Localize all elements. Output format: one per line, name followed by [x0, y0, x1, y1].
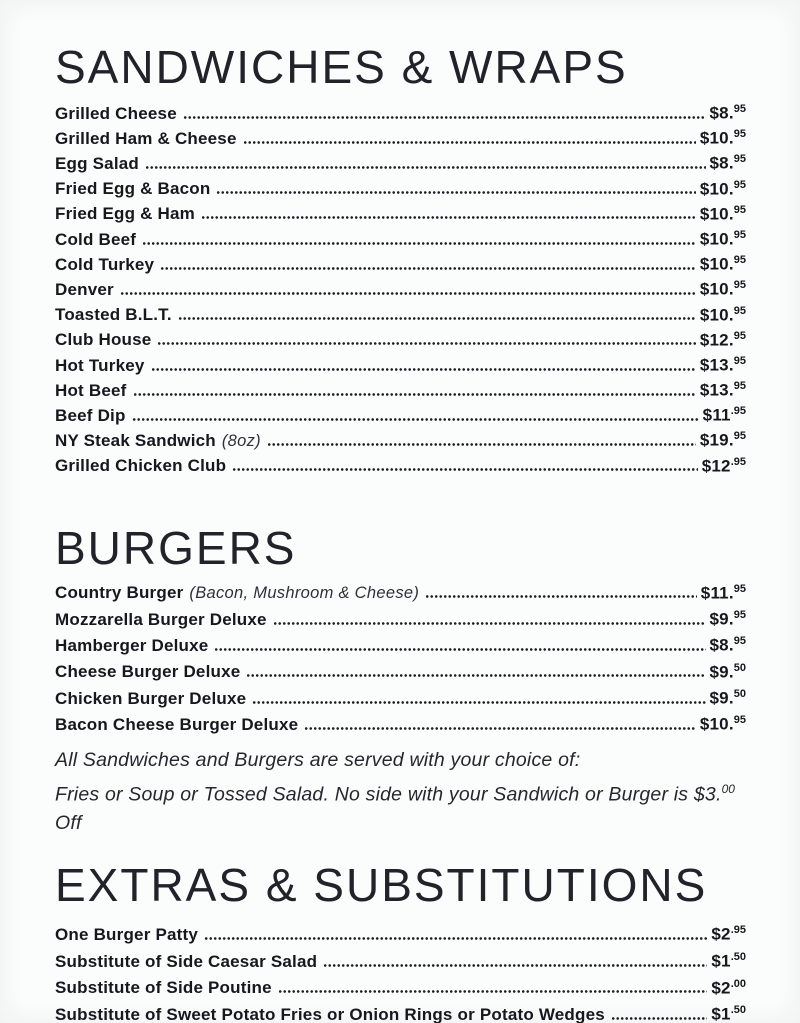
- item-name: Denver: [55, 279, 114, 299]
- price-cents: .95: [730, 405, 746, 418]
- price-dollars: $1: [711, 1005, 731, 1023]
- dotted-leader: [151, 368, 696, 371]
- item-name: Hot Turkey: [55, 355, 145, 375]
- section-title-burgers: BURGERS: [55, 521, 297, 574]
- item-price: [711, 997, 746, 1023]
- price-dollars: $10.: [699, 229, 734, 249]
- dotted-leader: [183, 116, 706, 119]
- item-detail: (Bacon, Mushroom & Cheese): [189, 584, 420, 603]
- menu-item-row: [55, 299, 746, 324]
- price-dollars: $12: [701, 456, 731, 476]
- dotted-leader: [252, 701, 705, 704]
- menu-item-row: [55, 917, 746, 944]
- price-dollars: $13.: [699, 355, 734, 375]
- price-cents: 95: [733, 582, 746, 595]
- sides-note-cents: 00: [721, 781, 735, 796]
- dotted-leader: [160, 267, 696, 270]
- dotted-leader: [157, 342, 695, 345]
- menu-item-row: [55, 450, 746, 475]
- price-cents: 95: [733, 128, 746, 141]
- menu-item-row: [55, 273, 746, 298]
- menu-item-row: [55, 349, 746, 374]
- dotted-leader: [243, 141, 696, 144]
- price-dollars: $10.: [699, 254, 734, 274]
- item-name: NY Steak Sandwich: [55, 431, 216, 451]
- price-cents: .50: [730, 950, 746, 963]
- menu-item-row: [55, 971, 746, 998]
- price-cents: 95: [733, 178, 746, 191]
- price-dollars: $13.: [699, 380, 734, 400]
- price-dollars: $10.: [699, 714, 734, 734]
- dotted-leader: [304, 727, 696, 730]
- price-dollars: $11: [702, 405, 731, 425]
- price-cents: 95: [733, 380, 746, 393]
- item-name: Fried Egg & Ham: [55, 204, 195, 224]
- sides-note-line2-end: Off: [55, 812, 82, 835]
- item-name: Hamberger Deluxe: [55, 636, 209, 656]
- item-name: Cheese Burger Deluxe: [55, 662, 241, 682]
- menu-item-row: [55, 324, 746, 349]
- price-cents: 95: [733, 103, 746, 115]
- price-cents: 50: [733, 661, 746, 674]
- menu-item-row: [55, 628, 746, 654]
- dotted-leader: [214, 648, 705, 651]
- price-cents: 95: [733, 714, 746, 727]
- dotted-leader: [323, 964, 707, 967]
- dotted-leader: [246, 674, 705, 677]
- price-dollars: $12.: [699, 330, 734, 350]
- price-cents: 95: [733, 609, 746, 622]
- item-name: Grilled Cheese: [55, 103, 177, 123]
- item-name: Hot Beef: [55, 380, 127, 400]
- dotted-leader: [133, 393, 696, 396]
- price-cents: 95: [733, 279, 746, 292]
- menu-item-row: [55, 399, 746, 424]
- item-name: Country Burger: [55, 583, 184, 603]
- dotted-leader: [204, 937, 707, 940]
- price-cents: 95: [733, 228, 746, 241]
- item-name: Club House: [55, 330, 152, 350]
- item-name: Cold Beef: [55, 229, 137, 249]
- dotted-leader: [145, 166, 706, 169]
- price-dollars: $2: [711, 978, 731, 998]
- menu-item-row: [55, 374, 746, 399]
- item-name: Toasted B.L.T.: [55, 305, 172, 325]
- item-name: Grilled Ham & Cheese: [55, 128, 237, 148]
- item-name: Chicken Burger Deluxe: [55, 688, 247, 708]
- price-cents: 95: [733, 153, 746, 166]
- menu-item-row: [55, 223, 746, 248]
- price-cents: 95: [733, 354, 746, 367]
- dotted-leader: [278, 990, 708, 993]
- price-cents: 50: [733, 688, 746, 700]
- item-name: Beef Dip: [55, 405, 126, 425]
- price-cents: .00: [730, 977, 746, 990]
- burgers-list: [55, 576, 746, 734]
- item-name: One Burger Patty: [55, 924, 199, 944]
- price-dollars: $11.: [700, 583, 734, 603]
- sides-note-line2: Fries or Soup or Tossed Salad. No side with your Sandwich or Burger is $3.: [55, 783, 722, 806]
- menu-item-row: [55, 997, 746, 1023]
- price-dollars: $9.: [709, 688, 734, 708]
- price-cents: .50: [730, 1004, 746, 1017]
- item-name: Egg Salad: [55, 154, 139, 174]
- dotted-leader: [216, 191, 695, 194]
- section-title-extras-substitutions: EXTRAS & SUBSTITUTIONS: [55, 859, 708, 912]
- price-dollars: $9.: [709, 662, 734, 682]
- item-name: Cold Turkey: [55, 254, 155, 274]
- price-dollars: $10.: [699, 305, 734, 325]
- price-dollars: $10.: [699, 179, 734, 199]
- menu-item-row: [55, 122, 746, 147]
- price-dollars: $10.: [699, 279, 734, 299]
- menu-item-row: [55, 198, 746, 223]
- price-cents: .95: [730, 455, 746, 468]
- menu-item-row: [55, 147, 746, 172]
- item-price: [702, 450, 746, 479]
- price-cents: .95: [730, 924, 746, 937]
- sides-note: [55, 746, 746, 839]
- price-cents: 95: [733, 635, 746, 648]
- extras-substitutions-list: [55, 917, 746, 1023]
- dotted-leader: [120, 292, 696, 295]
- dotted-leader: [132, 418, 699, 421]
- dotted-leader: [201, 216, 696, 219]
- price-dollars: $1: [711, 951, 731, 971]
- price-dollars: $19.: [699, 431, 734, 451]
- price-cents: 95: [733, 329, 746, 342]
- menu-item-row: [55, 944, 746, 971]
- item-name: Grilled Chicken Club: [55, 456, 227, 476]
- price-cents: 95: [733, 203, 746, 216]
- menu-item-row: [55, 248, 746, 273]
- price-cents: 95: [733, 430, 746, 443]
- price-dollars: $10.: [699, 204, 734, 224]
- price-dollars: $10.: [699, 128, 734, 148]
- price-dollars: $9.: [709, 609, 734, 629]
- dotted-leader: [273, 622, 706, 625]
- item-detail: (8oz): [221, 432, 261, 451]
- item-name: Substitute of Sweet Potato Fries or Onion Rings or Potato Wedges: [55, 1005, 605, 1023]
- dotted-leader: [425, 595, 697, 598]
- menu-item-row: [55, 173, 746, 198]
- section-title-sandwiches-wraps: SANDWICHES & WRAPS: [55, 41, 628, 93]
- menu-item-row: [55, 97, 746, 122]
- item-name: Substitute of Side Poutine: [55, 978, 272, 998]
- menu-item-row: [55, 681, 746, 707]
- menu-item-row: [55, 655, 746, 681]
- menu-item-row: [55, 707, 746, 733]
- dotted-leader: [232, 468, 698, 471]
- sides-note-line1: All Sandwiches and Burgers are served with your choice of:: [55, 748, 581, 771]
- price-cents: 95: [733, 254, 746, 267]
- price-dollars: $8.: [709, 636, 734, 656]
- price-dollars: $8.: [709, 154, 734, 174]
- item-name: Mozzarella Burger Deluxe: [55, 609, 267, 629]
- dotted-leader: [178, 317, 696, 320]
- item-price: [700, 707, 746, 738]
- item-name: Fried Egg & Bacon: [55, 179, 211, 199]
- menu-item-row: [55, 424, 746, 449]
- menu-item-row: [55, 576, 746, 602]
- price-dollars: $8.: [709, 103, 734, 123]
- dotted-leader: [267, 443, 696, 446]
- price-cents: 95: [733, 304, 746, 317]
- price-dollars: $2: [711, 924, 731, 944]
- dotted-leader: [611, 1017, 707, 1020]
- dotted-leader: [142, 242, 696, 245]
- sandwiches-wraps-list: [55, 97, 746, 475]
- item-name: Substitute of Side Caesar Salad: [55, 951, 318, 971]
- item-name: Bacon Cheese Burger Deluxe: [55, 714, 299, 734]
